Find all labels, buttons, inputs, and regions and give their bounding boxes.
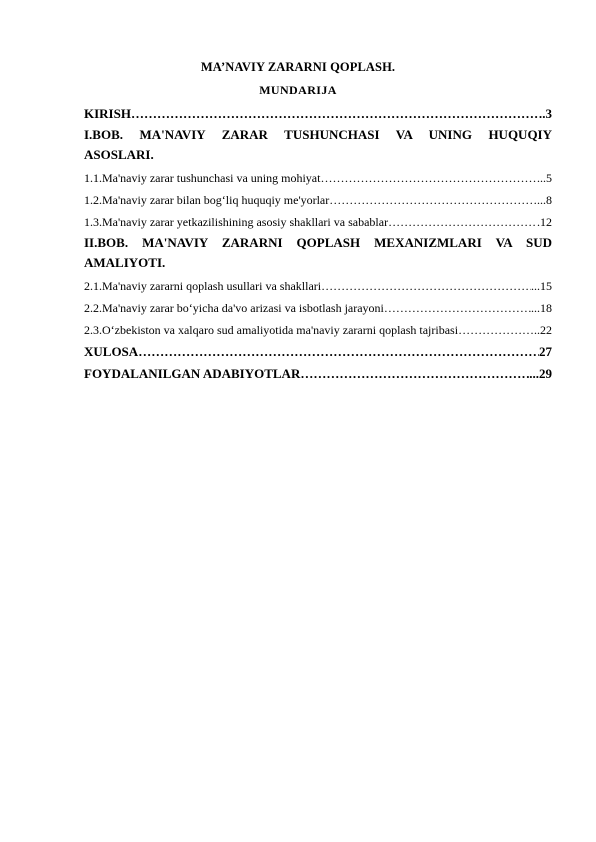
toc-page-number: …..22: [522, 323, 552, 337]
toc-chapter-2-line2: AMALIYOTI.: [84, 255, 166, 270]
toc-entry-1-3: [84, 211, 552, 233]
toc-entry-2-2: [84, 297, 552, 319]
toc-entry-kirish: [84, 103, 552, 125]
toc-page-number: 27: [539, 344, 552, 359]
toc-chapter-1-line2: ASOSLARI.: [84, 147, 154, 162]
toc-leader-dots: [388, 211, 537, 233]
toc-entry-title: 1.2.Ma'naviy zarar bilan bog‘liq huquqiy me'yorlar: [84, 193, 330, 207]
table-of-contents: [84, 103, 552, 385]
toc-page-number: ..5: [540, 171, 552, 185]
toc-entry-2-1: [84, 275, 552, 297]
toc-page-number: .3: [542, 106, 552, 121]
toc-entry-title: 1.3.Ma'naviy zarar yetkazilishining asosiy shakllari va sabablar: [84, 215, 389, 229]
toc-leader-dots: [458, 319, 522, 341]
toc-entry-adabiyotlar: [84, 363, 552, 385]
toc-entry-title: 1.1.Ma'naviy zarar tushunchasi va uning mohiyat: [84, 171, 321, 185]
toc-entry-1-1: [84, 167, 552, 189]
toc-entry-title: FOYDALANILGAN ADABIYOTLAR: [84, 366, 301, 381]
toc-entry-title: KIRISH: [84, 106, 131, 121]
toc-page-number: ...29: [529, 366, 552, 381]
toc-heading: MUNDARIJA: [259, 83, 337, 97]
toc-page-number: .12: [537, 215, 552, 229]
toc-leader-dots: [131, 103, 542, 125]
toc-leader-dots: [329, 189, 537, 211]
toc-chapter-2-line1: II.BOB. MA'NAVIY ZARARNI QOPLASH MEXANIZMLARI VA SUD: [84, 235, 552, 250]
toc-leader-dots: [300, 363, 529, 385]
toc-entry-title: 2.3.O‘zbekiston va xalqaro sud amaliyotida ma'naviy zararni qoplash tajribasi: [84, 323, 459, 337]
toc-entry-xulosa: [84, 341, 552, 363]
document-title: MA’NAVIY ZARARNI QOPLASH.: [200, 60, 396, 74]
toc-chapter-1-line1: I.BOB. MA'NAVIY ZARAR TUSHUNCHASI VA UNING HUQUQIY: [84, 127, 552, 142]
toc-page-number: ...18: [531, 301, 552, 315]
toc-leader-dots: [320, 167, 540, 189]
toc-entry-title: 2.2.Ma'naviy zarar bo‘yicha da'vo arizasi va isbotlash jarayoni: [84, 301, 384, 315]
toc-page-number: ...15: [531, 279, 552, 293]
toc-entry-1-2: [84, 189, 552, 211]
toc-leader-dots: [321, 275, 531, 297]
toc-entry-title: 2.1.Ma'naviy zararni qoplash usullari va shakllari: [84, 279, 322, 293]
toc-entry-title: XULOSA: [84, 344, 139, 359]
toc-leader-dots: [384, 297, 531, 319]
toc-leader-dots: [138, 341, 539, 363]
toc-page-number: ...8: [537, 193, 552, 207]
toc-entry-2-3: [84, 319, 552, 341]
